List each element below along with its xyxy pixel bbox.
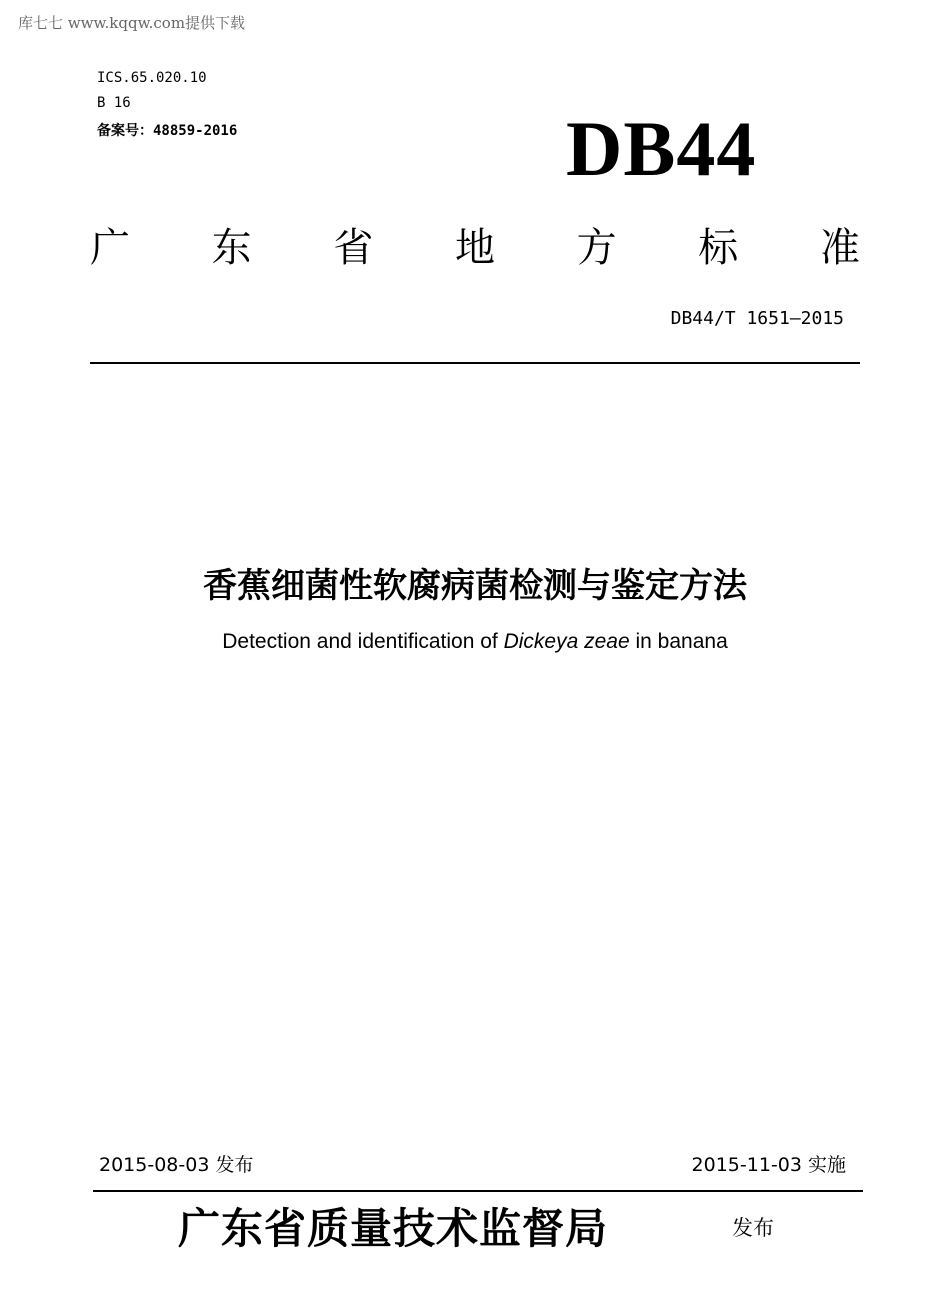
implementation-date: 2015-11-03 实施 (691, 1154, 846, 1176)
title-en-prefix: Detection and identification of (222, 630, 504, 653)
issue-date: 2015-08-03 发布 (99, 1154, 254, 1176)
standard-type-char: 地 (454, 225, 495, 271)
standard-type-heading (90, 216, 860, 273)
document-title-en (0, 630, 950, 654)
title-en-suffix: in banana (629, 630, 728, 653)
ics-code: ICS.65.020.10 (97, 70, 207, 86)
standard-type-char: 准 (819, 225, 860, 271)
standard-type-char: 标 (698, 225, 739, 271)
filing-number: 备案号：48859-2016 (97, 123, 238, 139)
standard-type-char: 广 (90, 225, 130, 271)
standard-number: DB44/T 1651—2015 (670, 308, 844, 329)
standard-type-char: 东 (211, 225, 252, 271)
issuing-suffix: 发布 (732, 1216, 774, 1240)
standard-code: DB44 (566, 105, 757, 192)
top-divider (90, 362, 860, 364)
watermark-text: 库七七 www.kqqw.com提供下载 (18, 14, 246, 32)
standard-type-char: 省 (333, 225, 374, 271)
standard-type-char: 方 (576, 225, 617, 271)
bottom-divider (93, 1190, 863, 1192)
issuing-authority: 广东省质量技术监督局 (178, 1204, 609, 1253)
ccs-code: B 16 (97, 95, 131, 111)
title-en-species: Dickeya zeae (503, 630, 630, 653)
document-title-zh: 香蕉细菌性软腐病菌检测与鉴定方法 (203, 566, 747, 606)
